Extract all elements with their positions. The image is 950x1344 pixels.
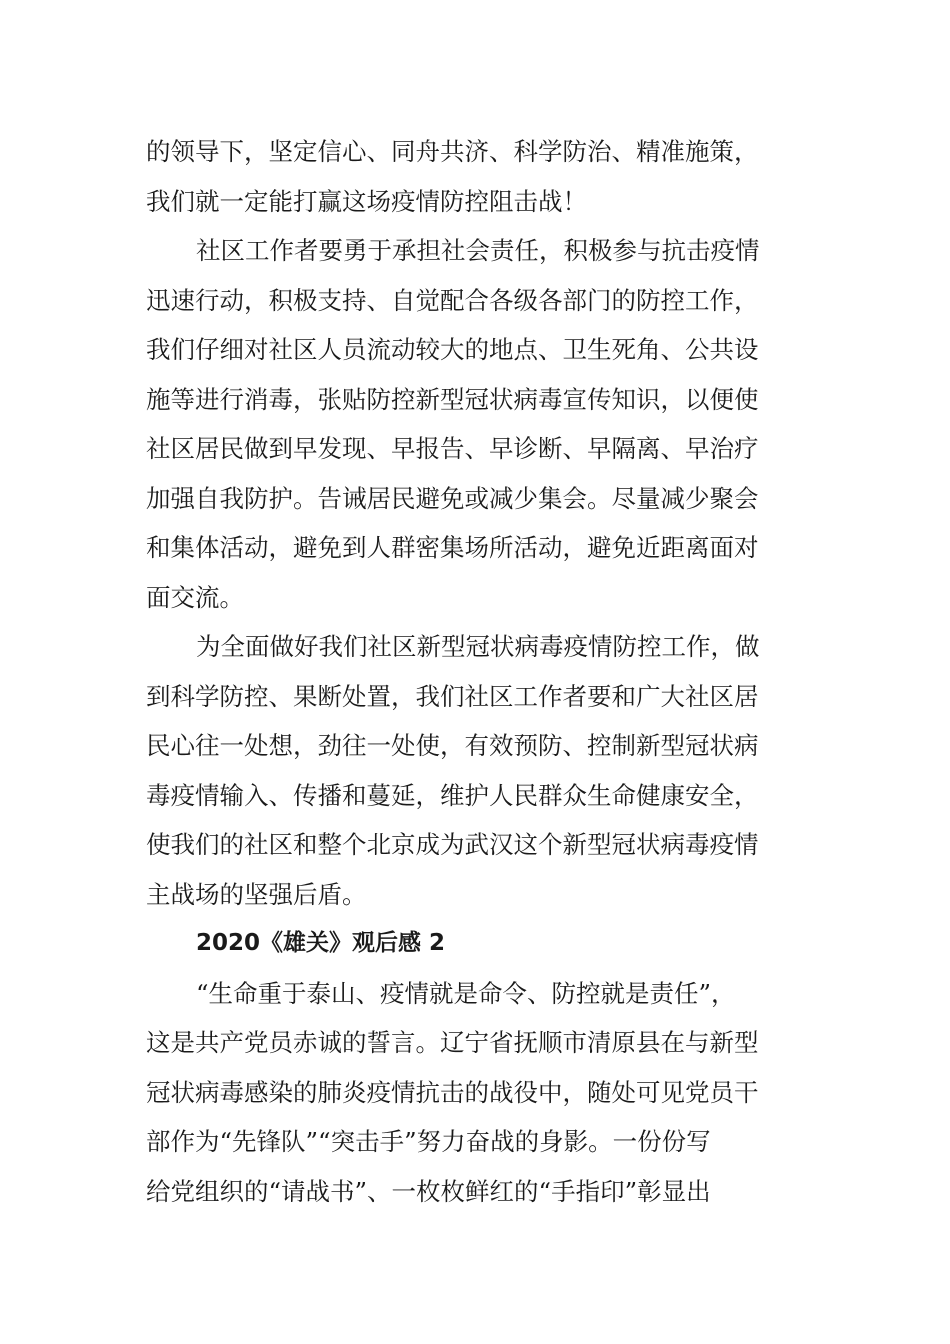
paragraph-line: 使我们的社区和整个北京成为武汉这个新型冠状病毒疫情 <box>146 830 759 859</box>
paragraph-line: 主战场的坚强后盾。 <box>146 879 367 909</box>
paragraph-line: 为全面做好我们社区新型冠状病毒疫情防控工作，做 <box>196 632 760 661</box>
paragraph-line: 冠状病毒感染的肺炎疫情抗击的战役中，随处可见党员干 <box>146 1077 759 1107</box>
paragraph-line: 毒疫情输入、传播和蔓延，维护人民群众生命健康安全， <box>146 780 759 810</box>
section-heading: 2020《雄关》观后感 2 <box>196 930 446 956</box>
paragraph-line: 施等进行消毒，张贴防控新型冠状病毒宣传知识，以便使 <box>146 384 759 414</box>
paragraph-line: 我们就一定能打赢这场疫情防控阻击战！ <box>146 186 587 216</box>
paragraph-line: 给党组织的“请战书”、一枚枚鲜红的“手指印”彰显出 <box>146 1176 711 1206</box>
paragraph-line: 部作为“先锋队”“突击手”努力奋战的身影。一份份写 <box>146 1127 711 1156</box>
paragraph-line: 迅速行动，积极支持、自觉配合各级各部门的防控工作， <box>146 285 759 315</box>
document-body <box>146 127 806 1216</box>
paragraph-line: “生命重于泰山、疫情就是命令、防控就是责任”， <box>196 978 736 1008</box>
paragraph-line: 社区工作者要勇于承担社会责任，积极参与抗击疫情 <box>196 236 760 265</box>
paragraph-line: 这是共产党员赤诚的誓言。辽宁省抚顺市清原县在与新型 <box>146 1028 759 1057</box>
paragraph-line: 社区居民做到早发现、早报告、早诊断、早隔离、早治疗 <box>146 434 759 463</box>
paragraph-line: 面交流。 <box>146 582 244 612</box>
paragraph-line: 的领导下，坚定信心、同舟共济、科学防治、精准施策， <box>146 137 759 166</box>
paragraph-line: 到科学防控、果断处置，我们社区工作者要和广大社区居 <box>146 681 759 711</box>
paragraph-line: 和集体活动，避免到人群密集场所活动，避免近距离面对 <box>146 533 759 562</box>
paragraph-line: 我们仔细对社区人员流动较大的地点、卫生死角、公共设 <box>146 335 759 364</box>
paragraph-line: 加强自我防护。告诫居民避免或减少集会。尽量减少聚会 <box>146 483 759 513</box>
paragraph-line: 民心往一处想，劲往一处使，有效预防、控制新型冠状病 <box>146 731 759 760</box>
